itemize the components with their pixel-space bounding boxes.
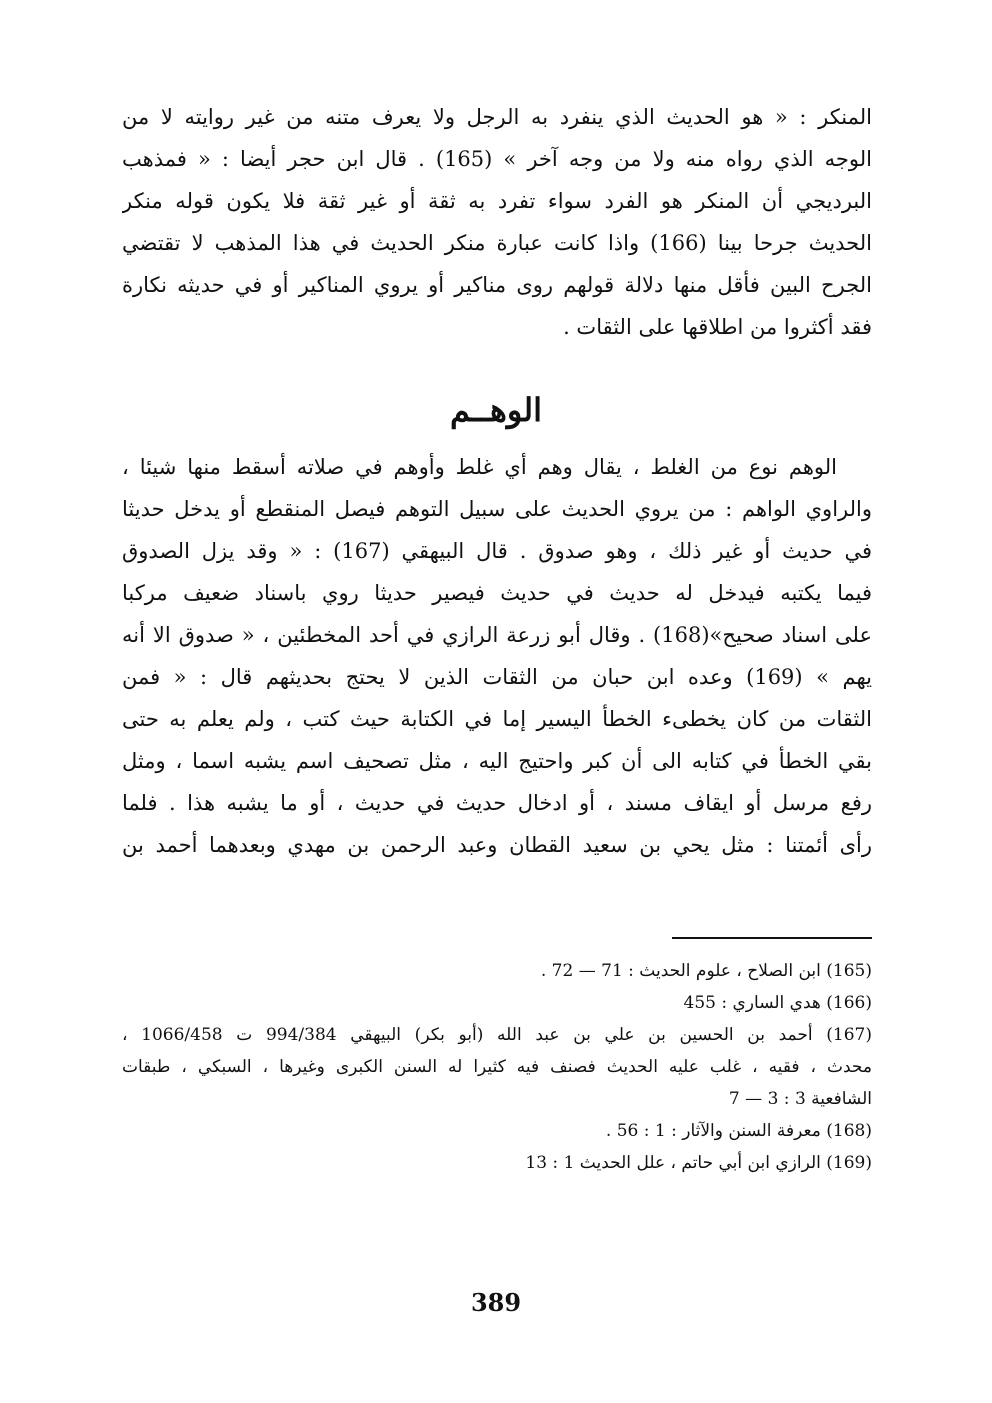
body-line: يهم » (169) وعده ابن حبان من الثقات الذين لا يحتج بحديثهم قال : « فمن (122, 665, 872, 689)
paragraph-munkar (122, 96, 872, 348)
body-line: فيما يكتبه فيدخل له حديث في حديث فيصير حديثا روي باسناد ضعيف مركبا (122, 581, 872, 605)
footnote-166: (166) هدي الساري : 455 (683, 993, 872, 1013)
footnote-separator (672, 937, 872, 939)
body-line: رفع مرسل أو ايقاف مسند ، أو ادخال حديث في حديث ، أو ما يشبه هذا . فلما (122, 791, 872, 815)
section-heading: الوهــم (449, 391, 543, 429)
footnote-167: (167) أحمد بن الحسين بن علي بن عبد الله (أبو بكر) البيهقي 994/384 ت 1066/458 ، (122, 1025, 872, 1045)
body-line: الوجه الذي رواه منه ولا من وجه آخر » (165) . قال ابن حجر أيضا : « فمذهب (122, 147, 872, 171)
body-line: والراوي الواهم : من يروي الحديث على سبيل التوهم فيصل المنقطع أو يدخل حديثا (122, 497, 872, 521)
body-line: رأى أئمتنا : مثل يحي بن سعيد القطان وعبد الرحمن بن مهدي وبعدهما أحمد بن (122, 833, 872, 857)
body-line: على اسناد صحيح»(168) . وقال أبو زرعة الرازي في أحد المخطئين ، « صدوق الا أنه (122, 623, 872, 647)
body-line: في حديث أو غير ذلك ، وهو صدوق . قال البيهقي (167) : « وقد يزل الصدوق (122, 539, 872, 563)
paragraph-wahm (122, 446, 872, 866)
body-line: المنكر : « هو الحديث الذي ينفرد به الرجل ولا يعرف متنه من غير روايته لا من (122, 105, 872, 129)
body-line: فقد أكثروا من اطلاقها على الثقات . (563, 315, 872, 339)
body-line: بقي الخطأ في كتابه الى أن كبر واحتيج اليه ، مثل تصحيف اسم يشبه اسما ، ومثل (122, 749, 872, 773)
footnote-169: (169) الرازي ابن أبي حاتم ، علل الحديث 1 : 13 (525, 1153, 872, 1173)
page-number: 389 (470, 1288, 522, 1317)
body-line: البرديجي أن المنكر هو الفرد سواء تفرد به ثقة أو غير ثقة فلا يكون قوله منكر (122, 189, 872, 213)
body-line: الحديث جرحا بينا (166) واذا كانت عبارة منكر الحديث في هذا المذهب لا تقتضي (122, 231, 872, 255)
footnotes (122, 955, 872, 1179)
body-line: الثقات من كان يخطىء الخطأ اليسير إما في الكتابة حيث كتب ، ولم يعلم به حتى (122, 707, 872, 731)
body-line: الجرح البين فأقل منها دلالة قولهم روى مناكير أو يروي المناكير أو في حديثه نكارة (122, 273, 872, 297)
footnote-165: (165) ابن الصلاح ، علوم الحديث : 71 — 72 . (540, 961, 872, 981)
footnote-168: (168) معرفة السنن والآثار : 1 : 56 . (605, 1121, 872, 1141)
body-line: الوهم نوع من الغلط ، يقال وهم أي غلط وأوهم في صلاته أسقط منها شيئا ، (122, 455, 837, 479)
footnote-167-continued: محدث ، فقيه ، غلب عليه الحديث فصنف فيه كثيرا له السنن الكبرى وغيرها ، السبكي ، طبقات (122, 1057, 872, 1077)
footnote-167-continued: الشافعية 3 : 3 — 7 (728, 1089, 872, 1109)
